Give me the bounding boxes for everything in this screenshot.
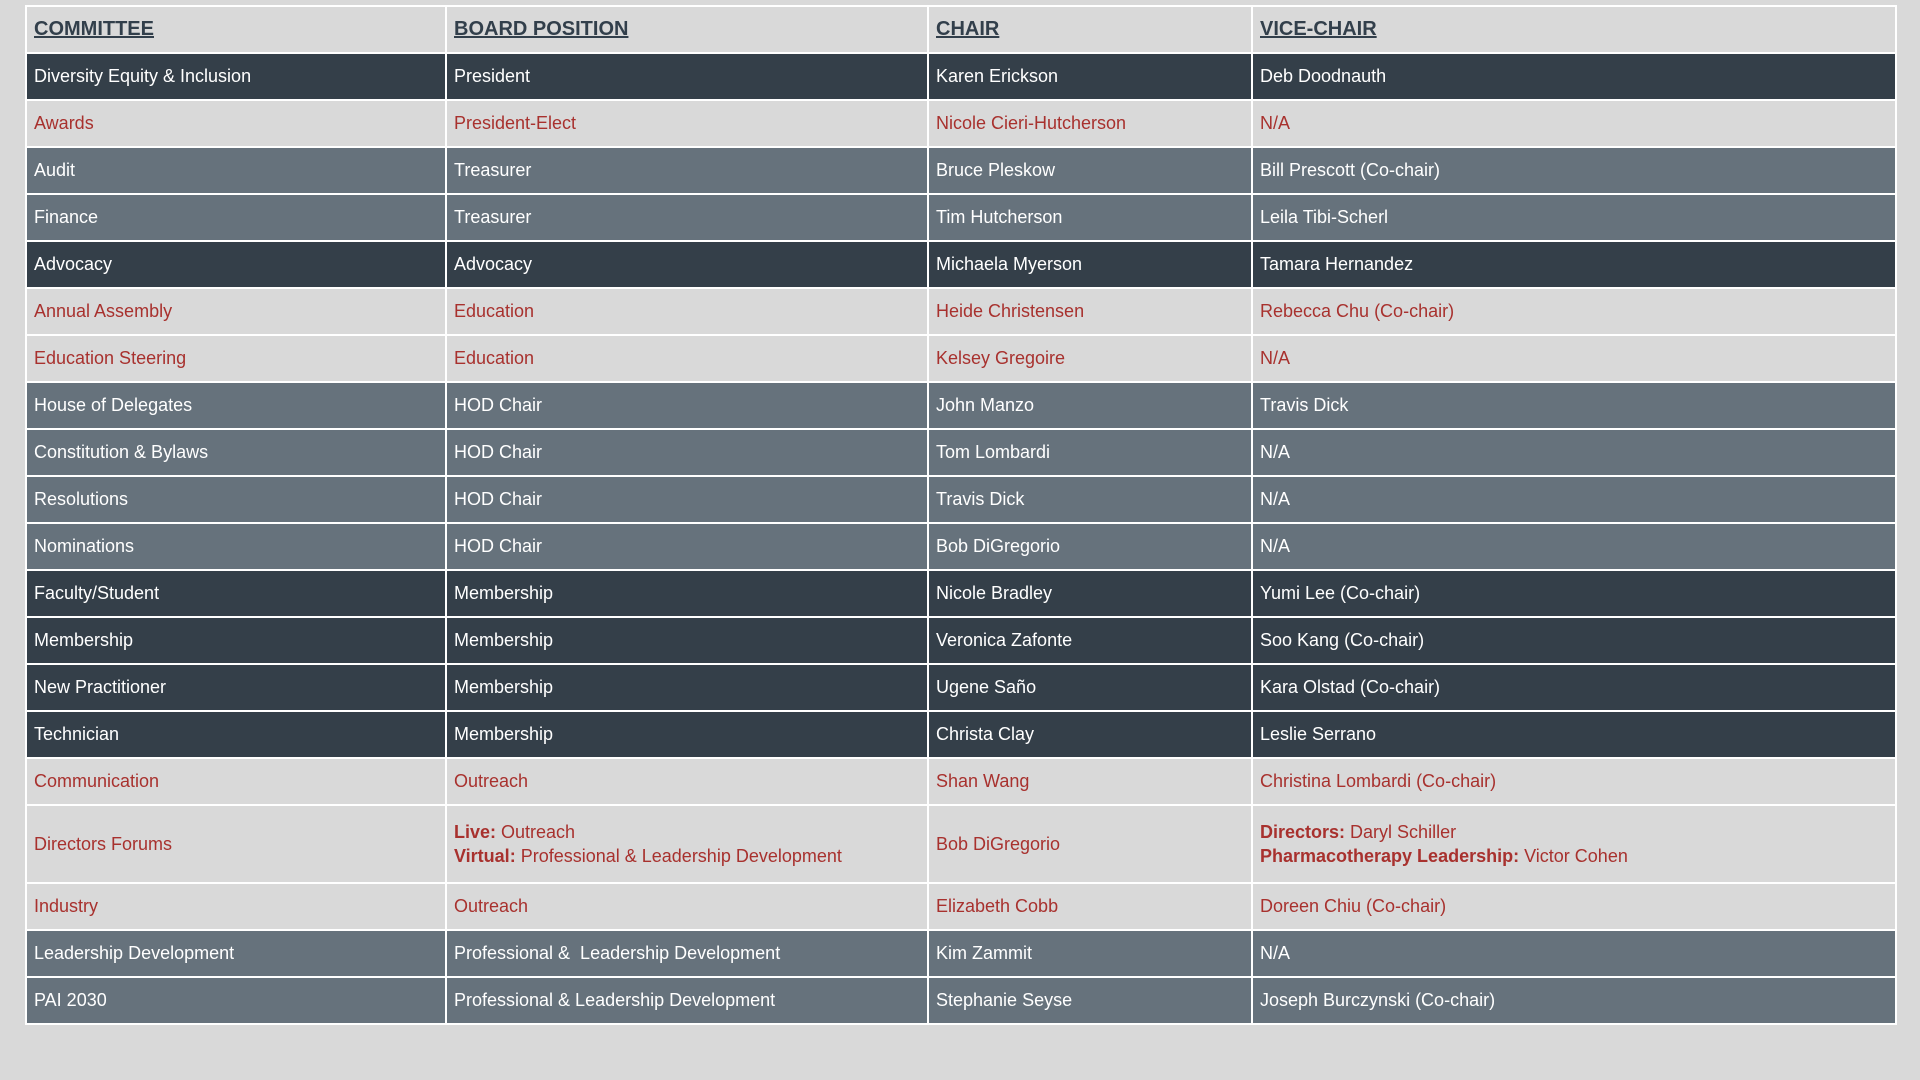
vice-chair-cell: Rebecca Chu (Co-chair) (1252, 288, 1896, 335)
board-position-cell: Outreach (446, 758, 928, 805)
board-position-cell: Membership (446, 617, 928, 664)
chair-cell: Christa Clay (928, 711, 1252, 758)
vice-chair-cell: Leslie Serrano (1252, 711, 1896, 758)
vice-chair-cell: Soo Kang (Co-chair) (1252, 617, 1896, 664)
committee-table-container (25, 5, 1895, 1025)
table-row (26, 523, 1896, 570)
vice-chair-cell: Joseph Burczynski (Co-chair) (1252, 977, 1896, 1024)
directors-label: Directors: (1260, 822, 1346, 842)
chair-cell: Kim Zammit (928, 930, 1252, 977)
table-row (26, 241, 1896, 288)
committee-cell: Technician (26, 711, 446, 758)
committee-cell: Communication (26, 758, 446, 805)
chair-cell: Kelsey Gregoire (928, 335, 1252, 382)
board-position-cell: Professional & Leadership Development (446, 930, 928, 977)
vice-chair-cell (1252, 805, 1896, 883)
vice-chair-cell: N/A (1252, 429, 1896, 476)
table-row (26, 977, 1896, 1024)
vice-chair-cell: Leila Tibi-Scherl (1252, 194, 1896, 241)
virtual-value: Professional & Leadership Development (520, 846, 842, 866)
committee-cell: Resolutions (26, 476, 446, 523)
vice-chair-cell: Kara Olstad (Co-chair) (1252, 664, 1896, 711)
table-row (26, 194, 1896, 241)
committee-cell: Membership (26, 617, 446, 664)
header-vice-chair: VICE-CHAIR (1252, 6, 1896, 53)
vice-chair-cell: Bill Prescott (Co-chair) (1252, 147, 1896, 194)
vice-chair-cell: N/A (1252, 476, 1896, 523)
board-position-cell: Education (446, 288, 928, 335)
committee-cell: PAI 2030 (26, 977, 446, 1024)
committee-cell: Awards (26, 100, 446, 147)
header-board-position: BOARD POSITION (446, 6, 928, 53)
board-position-cell: Membership (446, 664, 928, 711)
board-position-cell: Education (446, 335, 928, 382)
table-row (26, 711, 1896, 758)
board-position-cell: Membership (446, 711, 928, 758)
directors-value: Daryl Schiller (1350, 822, 1457, 842)
vice-chair-cell: Christina Lombardi (Co-chair) (1252, 758, 1896, 805)
committee-cell: New Practitioner (26, 664, 446, 711)
table-row (26, 664, 1896, 711)
chair-cell: Stephanie Seyse (928, 977, 1252, 1024)
board-position-cell: Professional & Leadership Development (446, 977, 928, 1024)
vice-chair-cell: Travis Dick (1252, 382, 1896, 429)
vice-chair-cell: Tamara Hernandez (1252, 241, 1896, 288)
table-row (26, 53, 1896, 100)
committee-cell: Diversity Equity & Inclusion (26, 53, 446, 100)
vice-chair-cell: N/A (1252, 335, 1896, 382)
committee-cell: Advocacy (26, 241, 446, 288)
board-position-cell: HOD Chair (446, 476, 928, 523)
table-row (26, 288, 1896, 335)
table-row (26, 335, 1896, 382)
chair-cell: Elizabeth Cobb (928, 883, 1252, 930)
board-position-cell: HOD Chair (446, 523, 928, 570)
table-row (26, 805, 1896, 883)
vice-chair-cell: Deb Doodnauth (1252, 53, 1896, 100)
pharmacotherapy-value: Victor Cohen (1524, 846, 1628, 866)
committee-cell: Industry (26, 883, 446, 930)
header-row (26, 6, 1896, 53)
chair-cell: Travis Dick (928, 476, 1252, 523)
table-row (26, 570, 1896, 617)
chair-cell: Shan Wang (928, 758, 1252, 805)
header-chair: CHAIR (928, 6, 1252, 53)
vice-chair-cell: Doreen Chiu (Co-chair) (1252, 883, 1896, 930)
committee-cell: House of Delegates (26, 382, 446, 429)
committee-cell: Education Steering (26, 335, 446, 382)
table-row (26, 429, 1896, 476)
board-position-cell: HOD Chair (446, 429, 928, 476)
chair-cell: Michaela Myerson (928, 241, 1252, 288)
chair-cell: Heide Christensen (928, 288, 1252, 335)
table-row (26, 100, 1896, 147)
board-position-cell: Membership (446, 570, 928, 617)
chair-cell: Karen Erickson (928, 53, 1252, 100)
chair-cell: Ugene Saño (928, 664, 1252, 711)
committee-cell: Nominations (26, 523, 446, 570)
vice-chair-cell: N/A (1252, 930, 1896, 977)
header-committee: COMMITTEE (26, 6, 446, 53)
board-position-cell: President (446, 53, 928, 100)
chair-cell: Tim Hutcherson (928, 194, 1252, 241)
table-row (26, 617, 1896, 664)
chair-cell: John Manzo (928, 382, 1252, 429)
pharmacotherapy-label: Pharmacotherapy Leadership: (1260, 846, 1520, 866)
committee-cell: Finance (26, 194, 446, 241)
board-position-cell (446, 805, 928, 883)
table-row (26, 758, 1896, 805)
table-row (26, 476, 1896, 523)
chair-cell: Bob DiGregorio (928, 523, 1252, 570)
committee-cell: Faculty/Student (26, 570, 446, 617)
board-position-cell: Treasurer (446, 147, 928, 194)
board-position-cell: Outreach (446, 883, 928, 930)
vice-chair-cell: N/A (1252, 100, 1896, 147)
committee-cell: Constitution & Bylaws (26, 429, 446, 476)
chair-cell: Bruce Pleskow (928, 147, 1252, 194)
virtual-label: Virtual: (454, 846, 516, 866)
table-row (26, 382, 1896, 429)
live-value: Outreach (501, 822, 576, 842)
committee-cell: Directors Forums (26, 805, 446, 883)
table-row (26, 147, 1896, 194)
committee-table (25, 5, 1897, 1025)
committee-cell: Audit (26, 147, 446, 194)
table-row (26, 930, 1896, 977)
chair-cell: Nicole Cieri-Hutcherson (928, 100, 1252, 147)
vice-chair-cell: N/A (1252, 523, 1896, 570)
vice-chair-cell: Yumi Lee (Co-chair) (1252, 570, 1896, 617)
chair-cell: Bob DiGregorio (928, 805, 1252, 883)
chair-cell: Tom Lombardi (928, 429, 1252, 476)
committee-cell: Leadership Development (26, 930, 446, 977)
live-label: Live: (454, 822, 497, 842)
table-row (26, 883, 1896, 930)
board-position-cell: Advocacy (446, 241, 928, 288)
chair-cell: Nicole Bradley (928, 570, 1252, 617)
committee-cell: Annual Assembly (26, 288, 446, 335)
board-position-cell: HOD Chair (446, 382, 928, 429)
board-position-cell: Treasurer (446, 194, 928, 241)
chair-cell: Veronica Zafonte (928, 617, 1252, 664)
board-position-cell: President-Elect (446, 100, 928, 147)
